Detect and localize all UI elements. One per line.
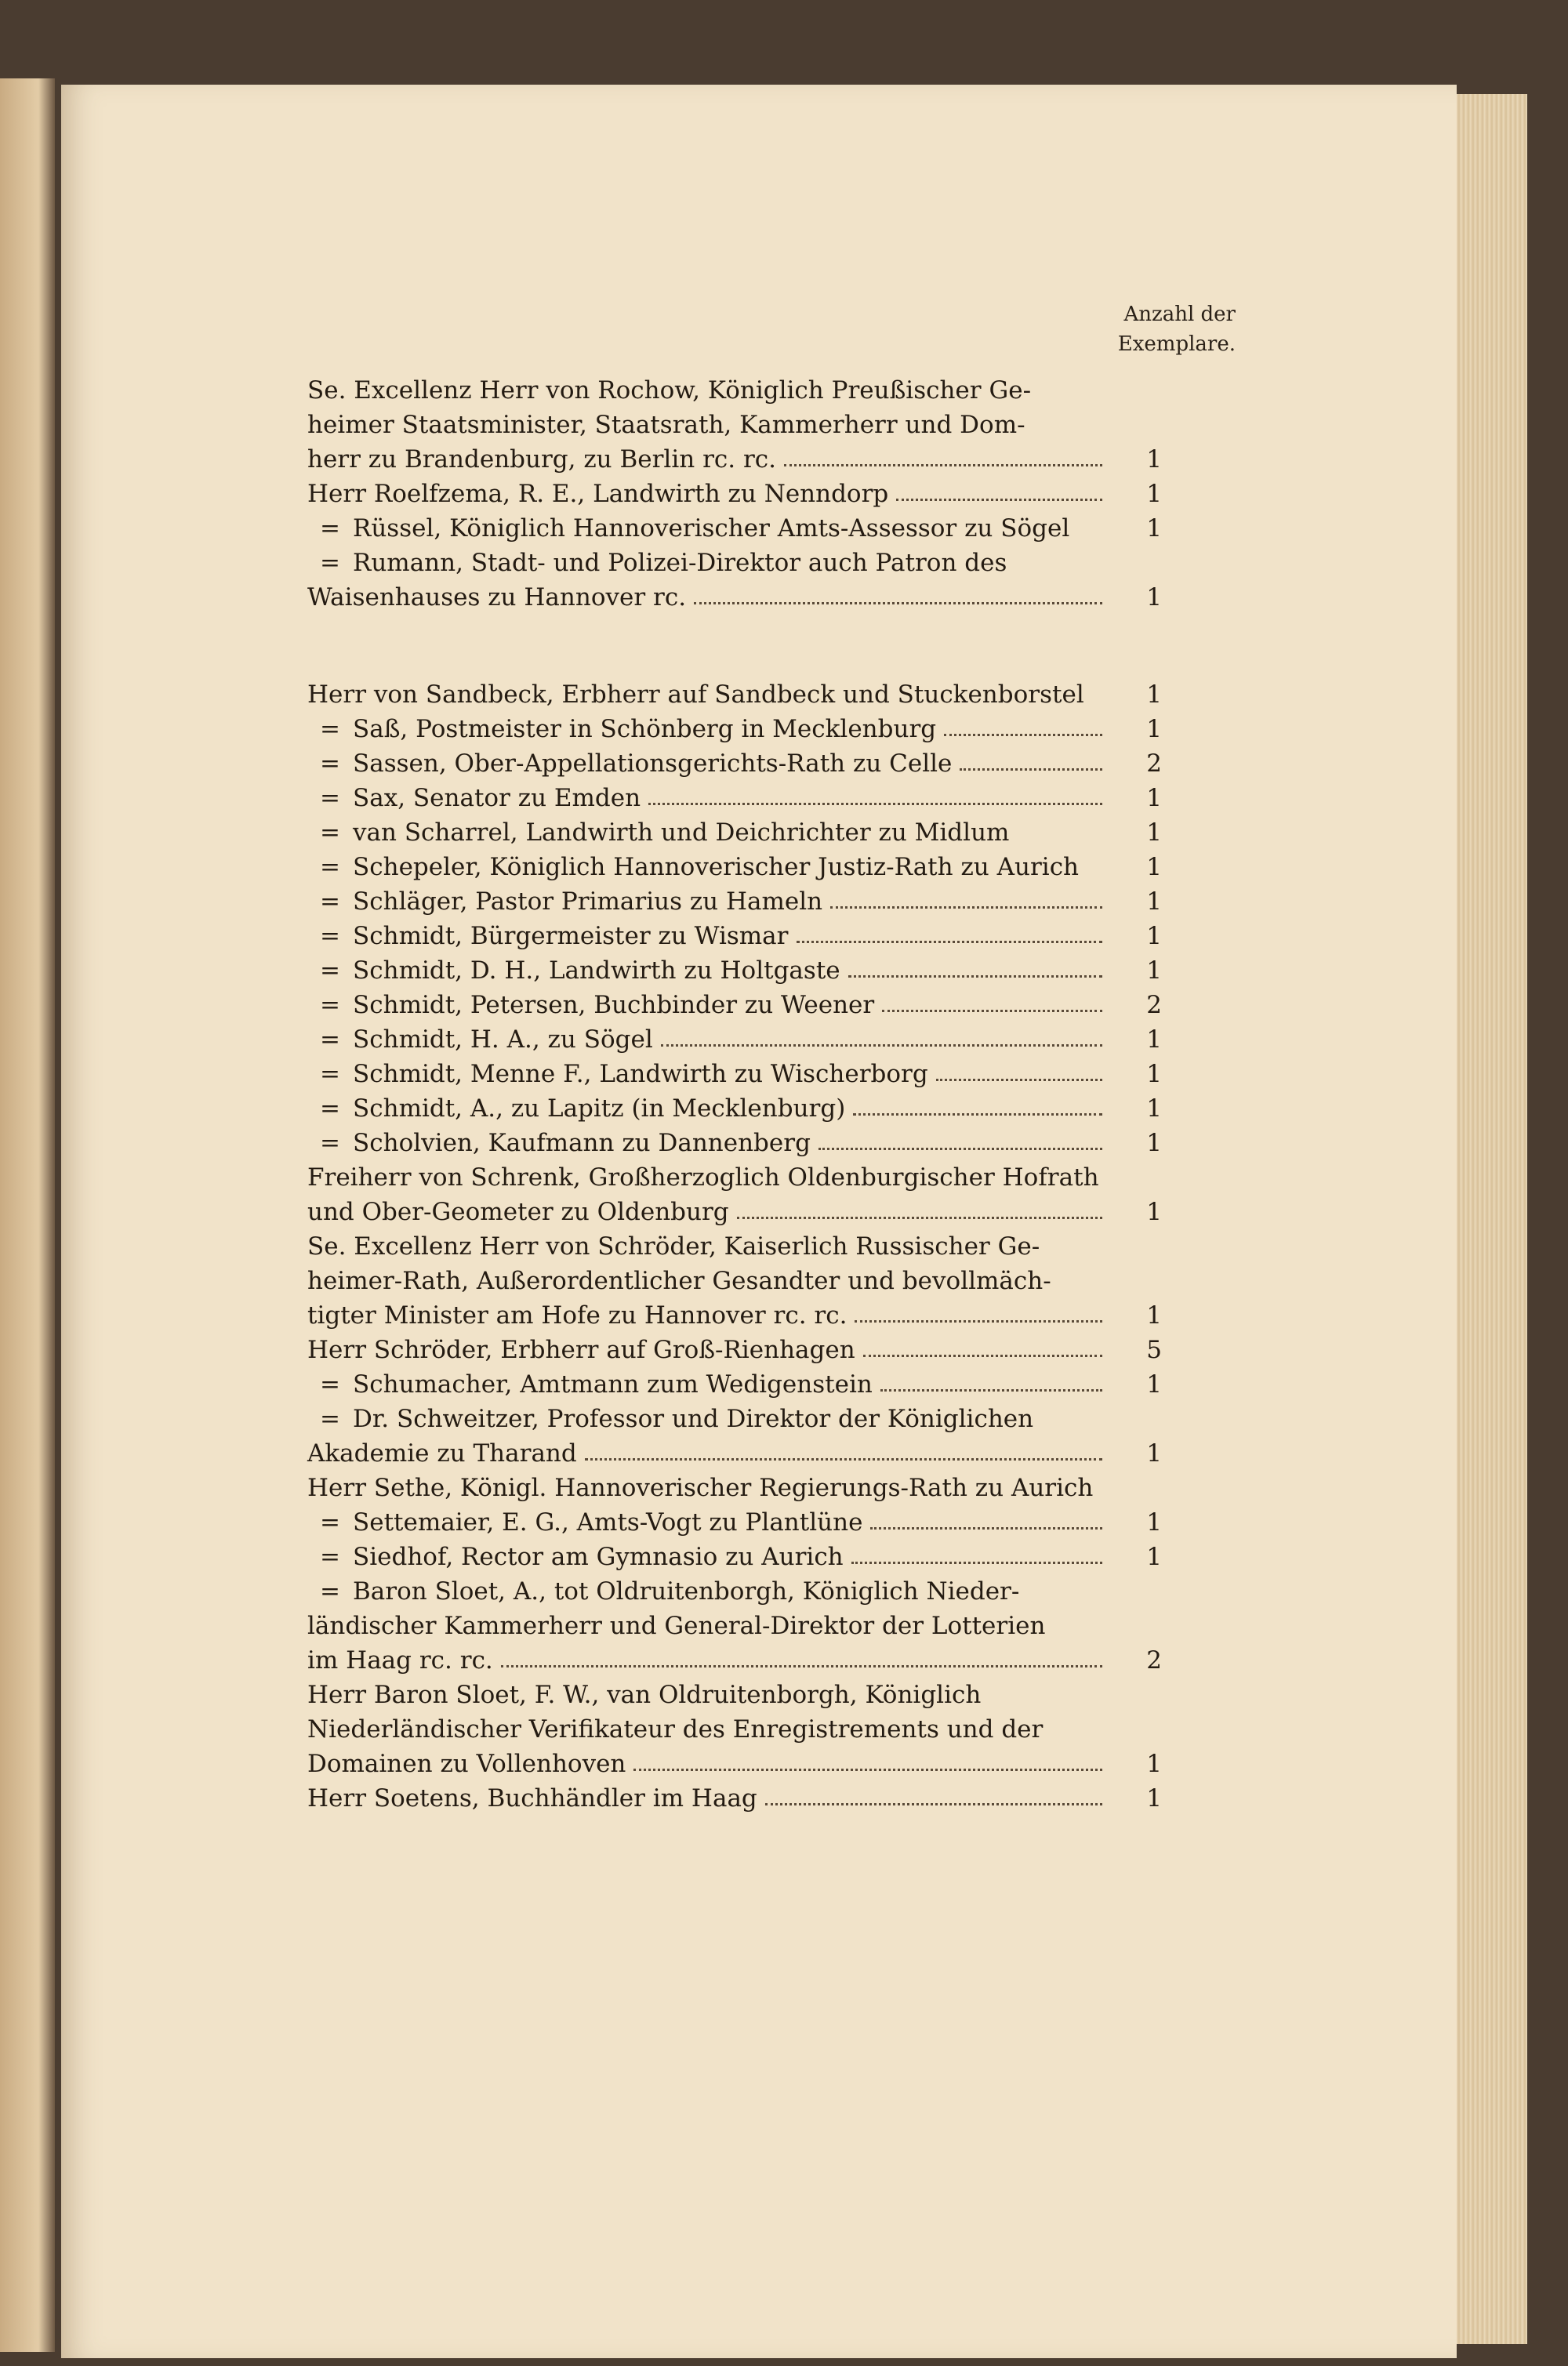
list-item <box>307 439 1162 474</box>
entry-label: Herr Schröder, Erbherr auf Groß-Rienhagen <box>307 1336 855 1364</box>
entry-label: Scholvien, Kaufmann zu Dannenberg <box>353 1129 811 1157</box>
copy-count: 1 <box>1146 1301 1162 1330</box>
entry-label: Herr Soetens, Buchhändler im Haag <box>307 1784 757 1813</box>
entry-text <box>307 1577 1019 1606</box>
entry-label: Siedhof, Rector am Gymnasio zu Aurich <box>353 1543 844 1571</box>
list-item <box>307 812 1162 847</box>
list-item <box>307 1606 1162 1640</box>
ditto-mark: = <box>320 1094 340 1123</box>
list-item <box>307 1330 1162 1364</box>
entry-text <box>307 1025 653 1054</box>
entry-text <box>307 1232 1040 1261</box>
list-item <box>307 1054 1162 1088</box>
entry-label: Schmidt, H. A., zu Sögel <box>353 1025 653 1054</box>
entry-text <box>307 583 686 611</box>
copy-count: 1 <box>1146 922 1162 950</box>
entry-label: Rüssel, Königlich Hannoverischer Amts-Assessor zu Sögel <box>353 514 1070 543</box>
copy-count: 1 <box>1146 583 1162 611</box>
entry-label: Freiherr von Schrenk, Großherzoglich Oldenburgischer Hofrath <box>307 1163 1099 1192</box>
entry-text <box>307 1267 1051 1295</box>
copy-count: 1 <box>1146 1439 1162 1468</box>
list-item <box>307 543 1162 577</box>
entry-text <box>307 991 874 1019</box>
dot-leader <box>936 1079 1102 1081</box>
entry-text <box>307 956 840 985</box>
entry-text <box>307 1474 1093 1502</box>
entry-text <box>307 514 1069 543</box>
list-item <box>307 778 1162 812</box>
list-item <box>307 1537 1162 1571</box>
ditto-mark: = <box>320 1129 340 1157</box>
entry-text <box>307 1336 855 1364</box>
ditto-mark: = <box>320 956 340 985</box>
dot-leader <box>863 1355 1102 1357</box>
list-item <box>307 743 1162 778</box>
list-item <box>307 709 1162 743</box>
section-gap <box>307 611 1162 674</box>
entry-label: Se. Excellenz Herr von Schröder, Kaiserlich Russischer Ge- <box>307 1232 1040 1261</box>
list-item <box>307 474 1162 508</box>
dot-leader <box>830 906 1102 909</box>
ditto-mark: = <box>320 1577 340 1606</box>
copy-count: 1 <box>1146 514 1162 543</box>
entry-label: im Haag rc. rc. <box>307 1646 493 1675</box>
dot-leader <box>648 803 1102 805</box>
entry-text <box>307 1715 1043 1744</box>
dot-leader <box>896 499 1102 501</box>
ditto-mark: = <box>320 818 340 847</box>
entry-text <box>307 1060 928 1088</box>
entry-label: Schmidt, Menne F., Landwirth zu Wischerborg <box>353 1060 928 1088</box>
entry-label: Dr. Schweitzer, Professor und Direktor der Königlichen <box>353 1405 1034 1433</box>
copy-count: 1 <box>1146 784 1162 812</box>
list-item <box>307 1364 1162 1399</box>
copy-count: 1 <box>1146 1508 1162 1537</box>
entry-text <box>307 1198 729 1226</box>
copy-count: 2 <box>1146 749 1162 778</box>
entry-label: Domainen zu Vollenhoven <box>307 1750 626 1778</box>
entry-text <box>307 887 822 916</box>
entry-text <box>307 549 1007 577</box>
copy-count: 1 <box>1146 445 1162 474</box>
list-item <box>307 508 1162 543</box>
entry-label: Saß, Postmeister in Schönberg in Mecklenburg <box>353 715 937 743</box>
list-item <box>307 1399 1162 1433</box>
ditto-mark: = <box>320 1405 340 1433</box>
list-item <box>307 1709 1162 1744</box>
copy-count: 1 <box>1146 818 1162 847</box>
list-item <box>307 1192 1162 1226</box>
dot-leader <box>694 602 1102 604</box>
list-item <box>307 1571 1162 1606</box>
entry-label: Schmidt, Bürgermeister zu Wismar <box>353 922 789 950</box>
entry-label: Baron Sloet, A., tot Oldruitenborgh, Königlich Nieder- <box>353 1577 1020 1606</box>
ditto-mark: = <box>320 853 340 881</box>
list-item <box>307 1468 1162 1502</box>
copy-count: 1 <box>1146 1784 1162 1813</box>
column-header-line1: Anzahl der <box>1123 303 1236 326</box>
list-item <box>307 674 1162 709</box>
list-item <box>307 1295 1162 1330</box>
ditto-mark: = <box>320 749 340 778</box>
entry-text <box>307 411 1025 439</box>
dot-leader <box>853 1113 1102 1116</box>
list-item <box>307 1226 1162 1261</box>
ditto-mark: = <box>320 1508 340 1537</box>
list-item <box>307 1778 1162 1813</box>
entry-text <box>307 1163 1099 1192</box>
entry-text <box>307 1094 845 1123</box>
entry-text <box>307 1646 493 1675</box>
copy-count: 1 <box>1146 1129 1162 1157</box>
copy-count: 1 <box>1146 853 1162 881</box>
entry-text <box>307 1543 844 1571</box>
list-item <box>307 1675 1162 1709</box>
entry-text <box>307 1784 757 1813</box>
list-item <box>307 1261 1162 1295</box>
dot-leader <box>944 734 1102 736</box>
entry-label: Herr Sethe, Königl. Hannoverischer Regierungs-Rath zu Aurich <box>307 1474 1094 1502</box>
entry-label: Herr Baron Sloet, F. W., van Oldruitenborgh, Königlich <box>307 1681 982 1709</box>
copy-count: 1 <box>1146 480 1162 508</box>
list-item <box>307 1019 1162 1054</box>
ditto-mark: = <box>320 715 340 743</box>
entry-text <box>307 445 776 474</box>
ditto-mark: = <box>320 549 340 577</box>
entry-label: Rumann, Stadt- und Polizei-Direktor auch Patron des <box>353 549 1007 577</box>
dot-leader <box>848 975 1102 978</box>
entry-label: Waisenhauses zu Hannover rc. <box>307 583 687 611</box>
column-header-line2: Exemplare. <box>1117 332 1236 356</box>
dot-leader <box>960 768 1102 771</box>
entry-label: tigter Minister am Hofe zu Hannover rc. rc. <box>307 1301 848 1330</box>
ditto-mark: = <box>320 887 340 916</box>
ditto-mark: = <box>320 1060 340 1088</box>
ditto-mark: = <box>320 991 340 1019</box>
entry-text <box>307 376 1031 405</box>
ditto-mark: = <box>320 1025 340 1054</box>
entry-text <box>307 1681 981 1709</box>
entry-text <box>307 1612 1045 1640</box>
copy-count: 1 <box>1146 887 1162 916</box>
list-item <box>307 881 1162 916</box>
ditto-mark: = <box>320 922 340 950</box>
entry-text <box>307 1129 811 1157</box>
copy-count: 1 <box>1146 1094 1162 1123</box>
dot-leader <box>501 1665 1102 1667</box>
left-page-edge <box>0 78 55 2352</box>
copy-count: 1 <box>1146 1025 1162 1054</box>
entry-label: Settemaier, E. G., Amts-Vogt zu Plantlüne <box>353 1508 863 1537</box>
list-item <box>307 370 1162 405</box>
entry-label: und Ober-Geometer zu Oldenburg <box>307 1198 729 1226</box>
entry-label: Akademie zu Tharand <box>307 1439 577 1468</box>
dot-leader <box>855 1320 1102 1323</box>
right-page-edges <box>1457 94 1527 2344</box>
entry-text <box>307 1370 873 1399</box>
entry-text <box>307 853 1079 881</box>
dot-leader <box>585 1458 1102 1461</box>
list-item <box>307 1088 1162 1123</box>
dot-leader <box>797 941 1103 943</box>
entry-label: Se. Excellenz Herr von Rochow, Königlich Preußischer Ge- <box>307 376 1032 405</box>
entry-text <box>307 715 936 743</box>
copy-count: 1 <box>1146 715 1162 743</box>
ditto-mark: = <box>320 514 340 543</box>
list-item <box>307 1744 1162 1778</box>
ditto-mark: = <box>320 784 340 812</box>
entry-label: Schläger, Pastor Primarius zu Hameln <box>353 887 823 916</box>
dot-leader <box>633 1769 1102 1771</box>
list-item <box>307 1502 1162 1537</box>
entry-label: van Scharrel, Landwirth und Deichrichter zu Midlum <box>353 818 1010 847</box>
entry-label: Schmidt, Petersen, Buchbinder zu Weener <box>353 991 875 1019</box>
dot-leader <box>661 1044 1102 1047</box>
dot-leader <box>851 1562 1102 1564</box>
list-item <box>307 950 1162 985</box>
entry-text <box>307 480 888 508</box>
dot-leader <box>882 1010 1102 1012</box>
ditto-mark: = <box>320 1370 340 1399</box>
entry-text <box>307 680 1084 709</box>
dot-leader <box>818 1148 1102 1150</box>
dot-leader <box>784 464 1102 466</box>
list-item <box>307 405 1162 439</box>
entry-label: Herr von Sandbeck, Erbherr auf Sandbeck und Stuckenborstel <box>307 680 1084 709</box>
entry-text <box>307 749 952 778</box>
copy-count: 1 <box>1146 1370 1162 1399</box>
dot-leader <box>870 1527 1102 1530</box>
copy-count: 1 <box>1146 1198 1162 1226</box>
column-header <box>1047 299 1236 359</box>
list-item <box>307 916 1162 950</box>
dot-leader <box>765 1803 1102 1805</box>
copy-count: 1 <box>1146 1543 1162 1571</box>
subscriber-list <box>307 370 1162 1813</box>
entry-label: Schepeler, Königlich Hannoverischer Justiz-Rath zu Aurich <box>353 853 1080 881</box>
list-item <box>307 847 1162 881</box>
ditto-mark: = <box>320 1543 340 1571</box>
entry-label: Herr Roelfzema, R. E., Landwirth zu Nenndorp <box>307 480 889 508</box>
list-item <box>307 1433 1162 1468</box>
entry-text <box>307 818 1009 847</box>
copy-count: 1 <box>1146 1060 1162 1088</box>
list-item <box>307 985 1162 1019</box>
entry-text <box>307 1301 847 1330</box>
copy-count: 2 <box>1146 991 1162 1019</box>
list-item <box>307 1640 1162 1675</box>
dot-leader <box>737 1217 1102 1219</box>
dot-leader <box>880 1389 1102 1392</box>
copy-count: 1 <box>1146 956 1162 985</box>
copy-count: 2 <box>1146 1646 1162 1675</box>
entry-label: Schmidt, D. H., Landwirth zu Holtgaste <box>353 956 840 985</box>
list-item <box>307 1123 1162 1157</box>
entry-label: herr zu Brandenburg, zu Berlin rc. rc. <box>307 445 777 474</box>
entry-text <box>307 1508 862 1537</box>
entry-label: Niederländischer Verifikateur des Enregistrements und der <box>307 1715 1044 1744</box>
list-item <box>307 577 1162 611</box>
copy-count: 5 <box>1146 1336 1162 1364</box>
entry-label: heimer Staatsminister, Staatsrath, Kammerherr und Dom- <box>307 411 1025 439</box>
entry-label: Schumacher, Amtmann zum Wedigenstein <box>353 1370 873 1399</box>
entry-text <box>307 1750 626 1778</box>
copy-count: 1 <box>1146 1750 1162 1778</box>
copy-count: 1 <box>1146 680 1162 709</box>
entry-text <box>307 922 789 950</box>
entry-label: heimer-Rath, Außerordentlicher Gesandter und bevollmäch- <box>307 1267 1051 1295</box>
entry-label: Schmidt, A., zu Lapitz (in Mecklenburg) <box>353 1094 846 1123</box>
entry-text <box>307 784 641 812</box>
entry-text <box>307 1439 577 1468</box>
entry-text <box>307 1405 1033 1433</box>
list-item <box>307 1157 1162 1192</box>
entry-label: Sassen, Ober-Appellationsgerichts-Rath zu Celle <box>353 749 953 778</box>
entry-label: ländischer Kammerherr und General-Direktor der Lotterien <box>307 1612 1046 1640</box>
entry-label: Sax, Senator zu Emden <box>353 784 641 812</box>
